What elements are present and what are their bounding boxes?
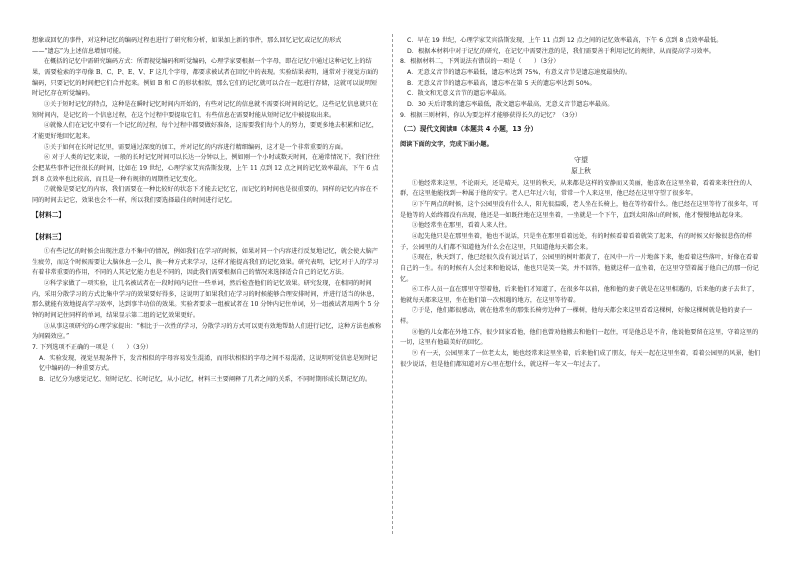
text-paragraph: ⑤关于如何在长时记忆里，需要通过深度的加工，并对记忆的内容进行精细编码，这才是一个非常重要的方面。 — [43, 143, 347, 151]
question-9: 9．根据三则材料，你认为要怎样才能够获得长久的记忆？（3分） — [400, 111, 582, 119]
question-8-option-d: D．30 天后诗歌的遗忘率最低，散文遗忘率最高，无意义音节遗忘率最高。 — [407, 100, 614, 108]
story-title: 守望 — [574, 156, 588, 165]
story-paragraph: ⑤现在，秋天到了，他已经很久没有说过话了，公园里的树叶都黄了，在风中一片一片地落下来，他看着这些落叶，好像在看着自己的一生。有的时候有人会过来和他说话，他也只是笑一笑，并不回答，他就这样一直坐着，在这里守望着属于他自己的那一份记忆。 — [400, 254, 759, 283]
question-7-option-b: B．记忆分为感觉记忆、短时记忆、长时记忆，从小记忆，材料三主要阐释了几者之间的关系，不同时期形成长期记忆的。 — [39, 376, 372, 384]
story-paragraph: ⑧他的儿女都在外地工作，很少回家看他，他们也曾劝他搬去和他们一起住，可是他总是不肯，他说他要留在这里，守着这里的一切，这里有他最美好的回忆。 — [400, 328, 759, 347]
story-author: 原上秋 — [571, 167, 591, 176]
text-paragraph: ③关于短时记忆的特点，这种是在瞬时记忆时间内开始的，有些对记忆的信息就不需要长时间的记忆，这些记忆信息就只在短时间内，是记忆的一个信息过程，在这个过程中要提取它们，有些信息在需要时能从短时记忆中被提取出来。 — [32, 100, 378, 119]
text-paragraph: ③从事这项研究的心理学家提出：“相比于一次性的学习，分散学习的方式可以更有效地帮助人们进行记忆，这种方法也被称为间隔效应。” — [32, 322, 382, 341]
question-8-option-c: C．散文和无意义音节的遗忘率最高。 — [407, 90, 511, 98]
left-column — [32, 36, 382, 386]
story-paragraph: ①他经常来这里，不论雨天，还是晴天，这里的秋天，从来都是这样的安静而又美丽，他喜欢在这里坐着，看着来来往往的人群，在这里他能找到一种属于他的安宁。老人已年过六旬，常常一个人来这里，他已经在这里守望了很多年。 — [400, 179, 753, 198]
story-paragraph: ④起先他只是在那里坐着，他也不说话，只是坐在那里看着远处，有的时候看着看着就笑了起来，有的时候又好像很悲伤的样子，公园里的人们都不知道他为什么会在这里，只知道他每天都会来。 — [400, 232, 753, 251]
question-7-option-c: C．早在 19 世纪，心理学家艾宾浩斯发现，上午 11 点到 12 点之间的记忆效率最高，下午 6 点到 8 点效率最低。 — [407, 37, 723, 44]
question-7: 7. 下列选项不正确的一项是（ ）（3分） — [32, 344, 153, 352]
right-column — [400, 36, 762, 370]
material-two-heading: 【材料二】 — [32, 210, 65, 219]
text-paragraph: 在概括的记忆中需研究编码方式：所谓视觉编码和听觉编码，心理学家要根据一个字母，即在记忆中通过这种记忆上的结果，需要检索的字母像 B、C、P、E、V、F 这几个字母，都要求被试者在回忆中的表现。实验结果表明，通常对于视觉方面的编码，只要记忆的时间把它们合并起来。例如 B 和 C 的形状相似，那么它们的记忆就可以合在一起进行存储，这就可以说明短时记忆存在听觉编码。 — [32, 58, 379, 98]
text-paragraph: 想象或回忆的事件，对这种记忆的编码过程也进行了研究和分析，如果加上新的事件，那么回忆记忆或记忆的形式 — [32, 37, 342, 44]
image-placeholder-gap — [32, 225, 382, 229]
story-paragraph: ③他经常坐在那里，看着人来人往。 — [411, 222, 511, 230]
text-paragraph: ⑦就像是要记忆的内容，我们需要在一种比较好的状态下才能去记忆它，而记忆的时间也是很重要的，同样的记忆内容在不同的时间去记它，效果也会不一样，所以我们要选择最佳的时间进行记忆。 — [32, 186, 378, 204]
reading-instruction: 阅读下面的文字，完成下面小题。 — [400, 140, 493, 148]
text-paragraph: ②科学家做了一项实验，让几名被试者在一段时间内记住一些单词，然后检查他们的记忆效果。研究发现，在相同的时间内，采用分散学习的方式比集中学习的效果要好得多，这说明了如果我们在学习的时候能够合理安排时间，并进行适当的休息，那么就能有效地提高学习效率，达到事半功倍的效果。实验者要求一组被试者在 10 分钟内记住单词，另一组被试者用两个 5 分钟的时间记住同样的单词，结果显示第二组的记忆效果更好。 — [32, 280, 380, 320]
text-paragraph: ④就像人们在记忆中要有一个记忆的过程，每个过程中都要做好准备，这需要我们每个人的努力，要更多地去积累和记忆，才能更好地回忆起来。 — [32, 122, 378, 140]
text-paragraph: ⑥ 对于人类的记忆来说，一般的长时记忆时间可以长达一分钟以上，例如刚一个小时或数天时间，在通常情况下，我们往往会把某些事件记住很长的时间，比如在 19 世纪，心理学家艾宾浩斯发现，上午 11 点到 12 点之间的记忆效率最高，下午 6 点到 8 点效率也比较高，而且是一种有规律的周期性记忆变化。 — [32, 154, 380, 183]
story-paragraph: ②下午两点的时候，这个公园里没有什么人，阳光很温暖，老人坐在长椅上，他在等待着什么。他已经在这里等待了很多年，可是他等的人始终都没有出现，他还是一如既往地在这里坐着，一坐就是一个下午，直到太阳落山的时候，他才慢慢地站起身来。 — [400, 200, 759, 219]
material-three-heading: 【材料三】 — [32, 232, 65, 241]
text-paragraph: ①有些记忆的时候会出现注意力不集中的情况，例如我们在学习的时候，如果对同一个内容进行反复地记忆，就会使大脑产生疲劳，而这个时候需要让大脑休息一会儿，换一种方式来学习，这样才能提高我们的记忆效果。研究表明，记忆对于人的学习有着非常重要的作用，不同的人其记忆能力也是不同的，因此我们需要根据自己的情况来选择适合自己的记忆方法。 — [32, 248, 379, 277]
story-paragraph: ⑥工作人员一直在那里守望着他，后来他们才知道了，在很多年以前，他和他的妻子就是在这里相遇的，后来他的妻子去世了，他就每天都来这里，坐在他们第一次相遇的地方，在这里等待着。 — [400, 286, 759, 304]
question-8-option-a: A．无意义音节的遗忘率最低，遗忘率达到 75%，有意义音节是遗忘速度最快的。 — [407, 68, 632, 76]
question-8-option-b: B．无意义音节的遗忘率最高，遗忘率在第 5 天的遗忘率达到 50%。 — [407, 79, 596, 87]
story-paragraph: ⑨ 有一天，公园里来了一位老太太，她也经常来这里坐着，后来他们成了朋友，每天一起在这里坐着，看着公园里的风景，他们很少说话，但是他们都知道对方心里在想什么，就这样一年又一年过去了。 — [400, 350, 761, 368]
question-7-option-d: D．根据本材料中对于记忆的研究，在记忆中需要注意的是，我们需要善于利用记忆的规律，从而提高学习效率。 — [407, 47, 715, 55]
question-7-option-a: A．实验发现，视觉呈现条件下，发音相似的字母容易发生混淆，而形状相似的字母之间不易混淆，这说明听觉信息是短时记忆中编码的一种重要方式。 — [39, 354, 378, 373]
section-heading: （二）现代文阅读Ⅱ（本题共 4 小题，13 分） — [400, 125, 538, 134]
question-8: 8．根据材料二，下列说法有错误的一项是（ ）（3分） — [400, 58, 560, 66]
text-paragraph: ——“遗忘”为上述信息增加可能。 — [32, 47, 125, 55]
story-paragraph: ⑦于是，他们都很感动，就在他常坐的那张长椅旁边种了一棵树，他每天都会来这里看看这棵树，好像这棵树就是他的妻子一样。 — [400, 307, 753, 326]
column-divider — [392, 34, 393, 534]
